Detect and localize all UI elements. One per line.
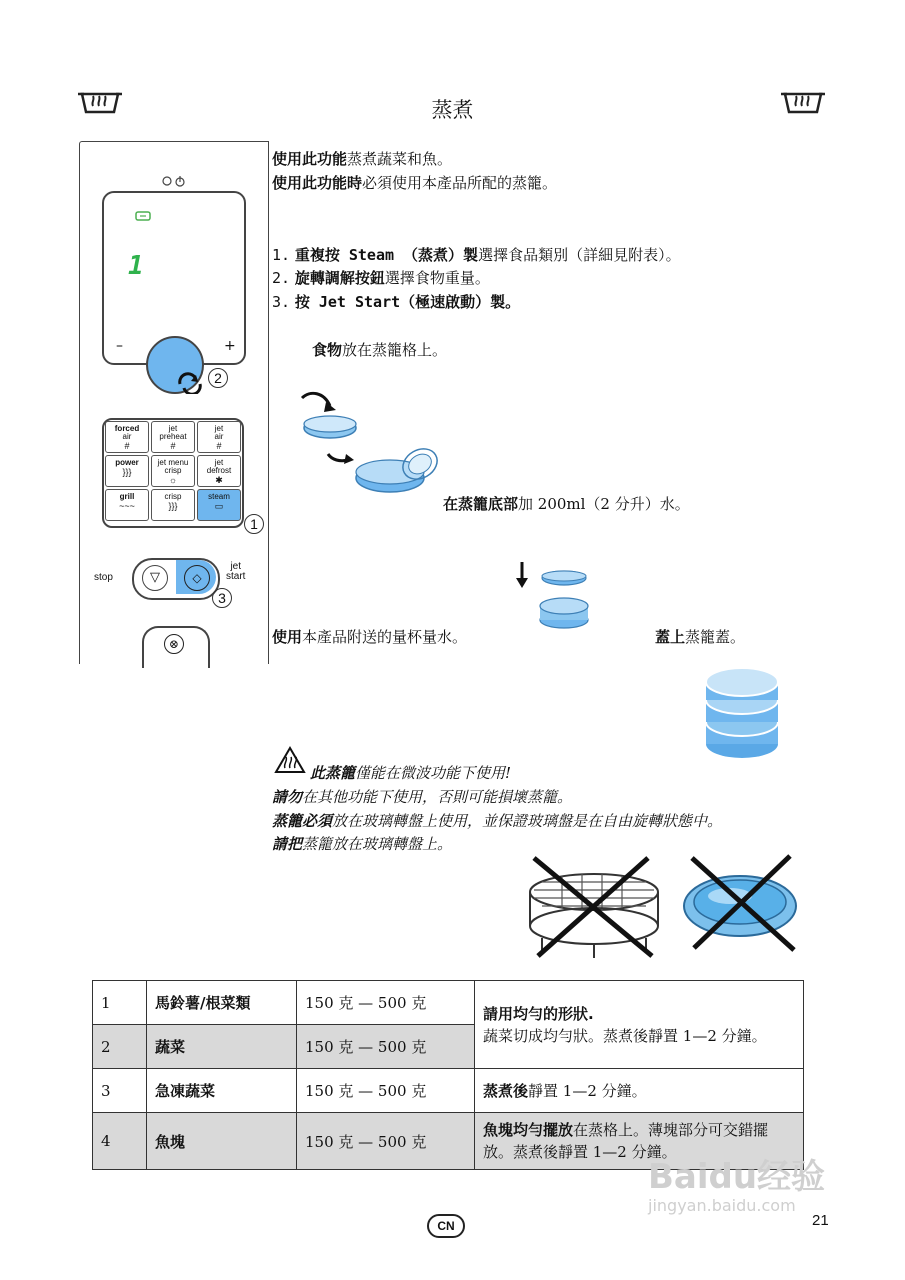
warning-line-4: 請把蒸籠放在玻璃轉盤上。 bbox=[272, 835, 453, 853]
jet-start-label-1: jet bbox=[230, 561, 241, 572]
steamer-assembly-illustration bbox=[296, 384, 444, 508]
warning-icon bbox=[274, 746, 306, 774]
table-cell-no: 4 bbox=[93, 1113, 147, 1170]
table-cell-note: 魚塊均勻擺放在蒸格上。薄塊部分可交錯擺放。蒸煮後靜置 1—2 分鐘。 bbox=[475, 1113, 804, 1170]
watermark bbox=[648, 1158, 825, 1216]
power-icon bbox=[160, 174, 190, 188]
button-label: jet menu bbox=[157, 458, 189, 467]
callout-2: 2 bbox=[208, 368, 228, 388]
button-label: jet bbox=[214, 458, 224, 467]
button-label: defrost bbox=[206, 466, 232, 475]
jet-start-icon: ◇ bbox=[184, 565, 210, 591]
table-cell-weight: 150 克 — 500 克 bbox=[297, 1113, 475, 1170]
table-cell-weight: 150 克 — 500 克 bbox=[297, 1025, 475, 1069]
steam-icon bbox=[779, 84, 827, 116]
button-label: preheat bbox=[159, 432, 187, 441]
step-3: 3. 按 Jet Start（極速啟動）製。 bbox=[272, 293, 521, 311]
button-label: forced bbox=[114, 424, 140, 433]
callout-1: 1 bbox=[244, 514, 264, 534]
button-glyph-icon: # bbox=[170, 441, 176, 451]
instruction-measure: 使用本產品附送的量杯量水。 bbox=[272, 628, 468, 646]
display-digit: 1 bbox=[128, 251, 144, 281]
watermark-url: jingyan.baidu.com bbox=[648, 1196, 796, 1215]
button-label: power bbox=[115, 458, 139, 467]
table-cell-note: 請用均勻的形狀. 蔬菜切成均勻狀。蒸煮後靜置 1—2 分鐘。 bbox=[475, 981, 804, 1069]
forced-air-button[interactable] bbox=[105, 421, 149, 453]
table-row bbox=[93, 1069, 804, 1113]
button-label: steam bbox=[208, 492, 230, 501]
button-label: jet bbox=[214, 424, 224, 433]
table-cell-weight: 150 克 — 500 克 bbox=[297, 981, 475, 1025]
intro-line-1: 使用此功能蒸煮蔬菜和魚。 bbox=[272, 150, 453, 168]
grill-button[interactable] bbox=[105, 489, 149, 521]
steam-button[interactable] bbox=[197, 489, 241, 521]
button-label: air bbox=[122, 432, 132, 441]
steam-display-icon bbox=[134, 209, 152, 221]
covered-steamer-illustration bbox=[700, 662, 786, 772]
instruction-water: 在蒸籠底部加 200ml（2 分升）水。 bbox=[443, 495, 690, 513]
minus-label: – bbox=[116, 338, 123, 354]
button-label: jet bbox=[168, 424, 178, 433]
button-glyph-icon: # bbox=[216, 441, 222, 451]
jet-defrost-button[interactable] bbox=[197, 455, 241, 487]
warning-line-1: 此蒸籠僅能在微波功能下使用! bbox=[310, 764, 512, 782]
instruction-food: 食物放在蒸籠格上。 bbox=[312, 341, 448, 359]
table-cell-food: 魚塊 bbox=[147, 1113, 297, 1170]
instruction-cover: 蓋上蒸籠蓋。 bbox=[655, 628, 746, 646]
button-label: grill bbox=[119, 492, 135, 501]
page-title: 蒸煮 bbox=[431, 98, 474, 122]
table-row bbox=[93, 981, 804, 1025]
language-badge: CN bbox=[427, 1214, 465, 1238]
warning-line-3: 蒸籠必須放在玻璃轉盤上使用，並保證玻璃盤是在自由旋轉狀態中。 bbox=[272, 812, 723, 830]
button-label: crisp bbox=[164, 466, 182, 475]
table-cell-food: 蔬菜 bbox=[147, 1025, 297, 1069]
table-cell-weight: 150 克 — 500 克 bbox=[297, 1069, 475, 1113]
power-button[interactable] bbox=[105, 455, 149, 487]
intro-line-2: 使用此功能時必須使用本產品所配的蒸籠。 bbox=[272, 174, 558, 192]
control-panel bbox=[79, 141, 269, 664]
table-cell-no: 3 bbox=[93, 1069, 147, 1113]
page-number: 21 bbox=[812, 1212, 829, 1229]
no-glass-plate-illustration bbox=[678, 852, 806, 952]
jet-menu-crisp-button[interactable] bbox=[151, 455, 195, 487]
steam-program-table bbox=[92, 980, 804, 1170]
door-open-button[interactable]: ⊗ bbox=[164, 634, 184, 654]
stop-label: stop bbox=[94, 572, 113, 583]
table-cell-food: 急凍蔬菜 bbox=[147, 1069, 297, 1113]
warning-line-2: 請勿在其他功能下使用，否則可能損壞蒸籠。 bbox=[272, 788, 573, 806]
stop-button[interactable]: ▽ bbox=[142, 565, 168, 591]
callout-3: 3 bbox=[212, 588, 232, 608]
button-glyph-icon: ~~~ bbox=[119, 501, 135, 511]
jet-start-label-2: start bbox=[226, 571, 246, 582]
table-cell-food: 馬鈴薯/根菜類 bbox=[147, 981, 297, 1025]
table-cell-no: 2 bbox=[93, 1025, 147, 1069]
no-rack-illustration bbox=[512, 852, 672, 962]
crisp-button[interactable] bbox=[151, 489, 195, 521]
button-glyph-icon: # bbox=[124, 441, 130, 451]
button-glyph-icon: ☼ bbox=[168, 475, 178, 485]
jet-preheat-button[interactable] bbox=[151, 421, 195, 453]
button-glyph-icon: }}} bbox=[122, 467, 132, 477]
button-label: air bbox=[214, 432, 224, 441]
button-glyph-icon: ▭ bbox=[214, 501, 224, 511]
jet-air-button[interactable] bbox=[197, 421, 241, 453]
button-label: crisp bbox=[164, 492, 182, 501]
step-2: 2. 旋轉調解按鈕選擇食物重量。 bbox=[272, 269, 490, 287]
rotate-icon bbox=[176, 372, 204, 394]
watermark-brand: Baidu经验 bbox=[648, 1157, 826, 1197]
table-cell-no: 1 bbox=[93, 981, 147, 1025]
button-glyph-icon: ✱ bbox=[215, 475, 223, 485]
steamer-stack-illustration bbox=[512, 556, 592, 640]
table-cell-note: 蒸煮後靜置 1—2 分鐘。 bbox=[475, 1069, 804, 1113]
step-1: 1. 重複按 Steam （蒸煮）製選擇食品類別（詳細見附表）。 bbox=[272, 246, 681, 264]
plus-label: + bbox=[224, 338, 236, 354]
button-glyph-icon: }}} bbox=[168, 501, 178, 511]
